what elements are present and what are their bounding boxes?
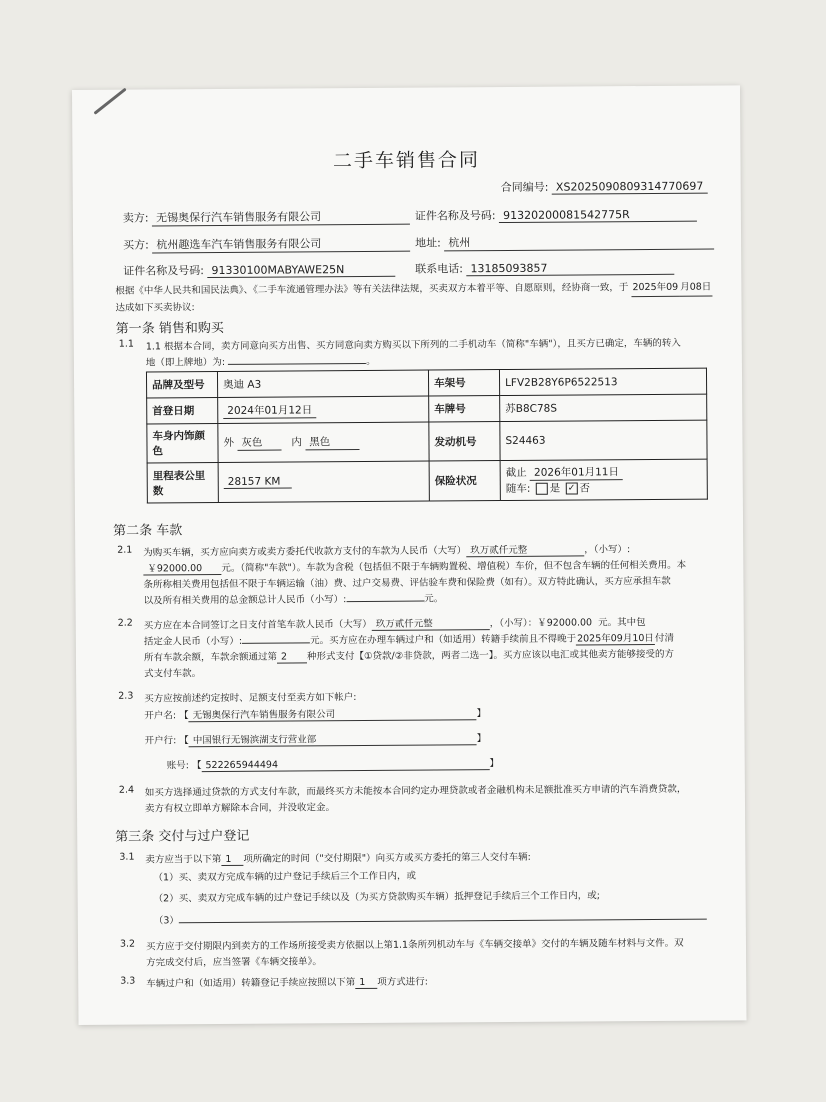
contract-number [501, 178, 708, 195]
mileage-label: 里程表公里数 [147, 462, 218, 502]
c22-text-l2c: 付清 [654, 632, 674, 644]
clause-3-1-opt3 [154, 909, 707, 927]
doc-title: 二手车销售合同 [332, 149, 481, 173]
clause-1-1-line2 [146, 353, 376, 369]
account-bank-bracket-l: 【 [179, 735, 189, 747]
account-name-row [144, 705, 486, 722]
c22-capital: 玖万贰仟元整 [372, 615, 490, 631]
account-number-value: 522265944494 [201, 758, 489, 772]
clause-2-1-num: 2.1 [117, 544, 133, 556]
contract-number-label: 合同编号: [500, 180, 549, 195]
clause-2-4-l2: 卖方有权立即单方解除本合同，并没收定金。 [144, 802, 336, 815]
clause-1-1-line1: 1.1 根据本合同，卖方同意向买方出售、买方同意向卖方购买以下所列的二手机动车（简称"车辆"），且买方已确定，车辆的转入 [145, 337, 681, 353]
phone-value: 13185093857 [466, 261, 674, 276]
contract-number-value: XS2025090809314770697 [552, 180, 708, 195]
clause-2-1-l4 [144, 590, 444, 606]
plate-label: 车牌号 [429, 396, 500, 422]
c21-text-l4b: 元。 [424, 593, 444, 605]
insurance-yes: 是 [549, 482, 561, 495]
intro-text: 根据《中华人民共和国民法典》、《二手车流通管理办法》等有关法律法规，买卖双方本着平等、自愿原则，经协商一致，于 [115, 282, 629, 297]
clause-2-4-num: 2.4 [118, 784, 135, 796]
account-name-label: 开户名: [144, 710, 177, 722]
account-name-value: 无锡奥保行汽车销售服务有限公司 [189, 705, 477, 722]
insurance-cell [500, 459, 707, 500]
insurance-until-prefix: 截止 [505, 466, 527, 479]
c31-option: 1 [221, 854, 243, 866]
c21-amount: ￥92000.00 [143, 560, 221, 576]
c31-text-b: 项所确定的时间（"交付期限"）向买方或买方委托的第三人交付车辆: [243, 851, 531, 865]
address-label: 地址: [415, 236, 441, 250]
checkbox-yes[interactable] [536, 483, 548, 495]
engine-value: S24463 [500, 420, 707, 460]
insurance-until: 2026年01月11日 [530, 464, 623, 481]
account-bank-value: 中国银行无锡滨湖支行营业部 [189, 730, 477, 747]
clause-2-2-l4: 式支付车款。 [144, 668, 202, 680]
exterior-color: 灰色 [237, 435, 281, 451]
seller-value: 无锡奥保行汽车销售服务有限公司 [152, 208, 410, 227]
buyer-id-row [123, 261, 395, 279]
vehicle-table [146, 368, 708, 504]
c21-text-a: 为购买车辆，买方应向卖方或卖方委托代收款方支付的车款为人民币（大写） [143, 545, 467, 559]
clause-2-3-l1: 买方应按前述约定按时、足额支付至卖方如下帐户: [144, 692, 357, 705]
phone-label: 联系电话: [415, 262, 464, 276]
buyer-id-value: 91330100MABYAWE25N [207, 263, 395, 278]
address-value: 杭州 [444, 233, 714, 252]
section-1-title: 第一条 销售和购买 [115, 320, 224, 337]
phone-row [415, 259, 674, 277]
reg-date-label: 首登日期 [147, 397, 218, 423]
brand-label: 品牌及型号 [146, 371, 217, 397]
clause-3-3-l1 [146, 974, 428, 991]
clause-2-4-l1: 如买方选择通过贷款的方式支付车款，而最终买方未能按本合同约定办理贷款或者金融机构未足额批准买方申请的汽车消费贷款， [144, 783, 687, 799]
clause-3-2-l2: 方完成交付后，应当签署《车辆交接单》。 [146, 956, 322, 969]
c22-text-l2a: 括定金人民币（小写）: [143, 635, 243, 648]
buyer-value: 杭州趣选车汽车销售服务有限公司 [152, 235, 410, 254]
intro-text-end: 达成如下买卖协议: [115, 302, 195, 314]
clause-2-2-l3 [144, 646, 674, 665]
interior-color: 黑色 [305, 434, 359, 450]
vin-label: 车架号 [428, 370, 499, 396]
color-cell [218, 422, 429, 462]
c22-text-l3a: 所有车款余额，车款余额通过第 [143, 651, 278, 664]
clause-1-1-end: 。 [366, 355, 376, 367]
c21-text-l4: 以及所有相关费用的总金额总计人民币（小写）: [143, 594, 347, 607]
c22-date: 2025年09月10日 [576, 630, 655, 646]
brand-value: 奥迪 A3 [217, 370, 428, 397]
buyer-row [123, 235, 410, 254]
c33-text-b: 项方式进行: [377, 976, 428, 988]
seller-id-row [415, 206, 697, 224]
seller-id-label: 证件名称及号码: [414, 209, 496, 223]
insurance-label: 保险状况 [429, 461, 500, 501]
address-row [415, 233, 714, 252]
reg-date-value: 2024年01月12日 [223, 402, 316, 419]
clause-3-2-num: 3.2 [119, 938, 136, 950]
section-2-title: 第二条 车款 [113, 523, 183, 539]
staple-mark [93, 88, 126, 115]
c33-text-a: 车辆过户和（如适用）转籍登记手续应按照以下第 [146, 977, 356, 990]
clause-3-1-opt1: （1）买、卖双方完成车辆的过户登记手续后三个工作日内，或 [153, 870, 417, 884]
insurance-no: 否 [579, 482, 591, 495]
clause-2-3-num: 2.3 [118, 690, 134, 702]
c22-text-b: ，（小写）：￥92000.00 [489, 617, 593, 630]
account-number-label: 账号: [166, 760, 189, 772]
intro-day: 月08日 [679, 280, 712, 297]
c33-option: 1 [355, 977, 377, 989]
c21-capital: 玖万贰仟元整 [466, 541, 584, 557]
clause-1-1-label: 地（即上牌地）为: [145, 356, 226, 369]
clause-3-1-l1 [145, 849, 531, 867]
account-number-row [167, 755, 499, 772]
clause-3-1-num: 3.1 [119, 851, 135, 863]
account-number-bracket-l: 【 [191, 760, 202, 772]
intro-year: 2025年09 [631, 280, 679, 297]
seller-id-value: 91320200081542775R [499, 208, 697, 223]
c22-text-c: 元。其中包 [598, 617, 646, 629]
clause-2-2-num: 2.2 [117, 617, 133, 629]
intro-paragraph [115, 280, 715, 317]
seller-row [123, 208, 410, 227]
c22-text-l3b: 种形式支付【①贷款/②非贷款，两者二选一】。买方应该以电汇或其他卖方能够接受的方 [306, 648, 675, 663]
plate-value: 苏B8C78S [500, 394, 707, 421]
section-3-title: 第三条 交付与过户登记 [115, 828, 250, 845]
account-bank-bracket-r: 】 [476, 733, 487, 745]
color-label: 车身内饰颜色 [147, 423, 218, 462]
mileage-value: 28157 KM [224, 475, 292, 488]
clause-3-3-num: 3.3 [120, 975, 136, 987]
engine-label: 发动机号 [429, 422, 500, 461]
clause-3-1-opt2: （2）买、卖双方完成车辆的过户登记手续以及（为买方贷款购买车辆）抵押登记手续后三个工作日内，或; [153, 890, 600, 905]
mileage-cell [218, 461, 429, 502]
exterior-prefix: 外 [223, 436, 235, 449]
contract-page [72, 85, 747, 1025]
account-number-bracket-r: 】 [489, 758, 500, 770]
account-bank-label: 开户行: [144, 735, 177, 747]
c31-text-a: 卖方应当于以下第 [145, 853, 222, 866]
buyer-label: 买方: [123, 238, 149, 252]
c22-text-l2b: 元。买方应在办理车辆过户和（如适用）转籍手续前且不得晚于 [310, 633, 577, 647]
vin-value: LFV2B28Y6P6522513 [499, 368, 706, 395]
c31-opt3-label: （3） [153, 915, 179, 927]
clause-3-2-l1: 买方应于交付期限内到卖方的工作场所接受卖方依据以上第1.1条所列机动车与《车辆交接单》交付的车辆及随车材料与文件。双 [145, 937, 684, 953]
insurance-with-car: 随车: [505, 482, 531, 495]
reg-date-cell [218, 396, 429, 423]
c21-text-b: ，（小写）: [584, 544, 631, 556]
checkbox-no[interactable]: ✓ [565, 482, 577, 494]
c22-text-a: 买方应在本合同签订之日支付首笔车款人民币（大写） [143, 618, 372, 632]
c22-method: 2 [277, 651, 307, 663]
interior-prefix: 内 [291, 436, 302, 449]
account-name-bracket-l: 【 [179, 710, 189, 722]
c21-text-l2: 元。（简称"车款"）。车款为含税（包括但不限于车辆购置税、增值税）车价，但不包含车辆的任何相关费用。本 [221, 559, 687, 574]
account-name-bracket-r: 】 [476, 708, 487, 720]
seller-label: 卖方: [122, 211, 149, 225]
clause-1-1-num: 1.1 [118, 338, 134, 350]
account-bank-row [144, 730, 486, 747]
clause-2-1-l3: 条所称相关费用包括但不限于车辆运输（油）费、过户交易费、评估验车费和保险费（如有）。双方特此确认，买方应承担车款 [143, 575, 671, 591]
buyer-id-label: 证件名称及号码: [123, 264, 205, 278]
